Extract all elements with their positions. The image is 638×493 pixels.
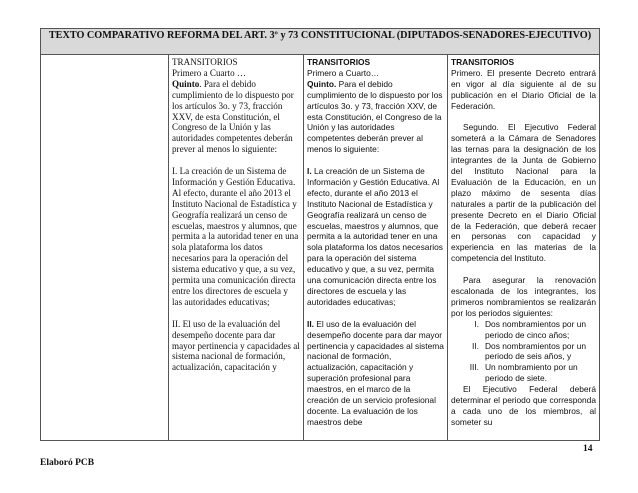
intro-text: Primero a Cuarto…: [307, 67, 380, 78]
item-ii-label: II.: [307, 318, 314, 329]
quinto-paragraph: [307, 79, 444, 155]
quinto-paragraph: [172, 79, 300, 155]
quinto-text: Para el debido cumplimiento de lo dispuesto por los artículos 3o. y 73, fracción XXV, de esta Constitución, el Congreso de la Unión y las autoridades competentes deberán prever al menos lo siguiente:: [307, 78, 443, 155]
list-item-text: Dos nombramientos por un periodo de seis años, y: [485, 340, 587, 362]
quinto-text: . Para el debido cumplimiento de lo dispuesto por los artículos 3o. y 73, fracción XXV, de esta Constitución, el Congreso de la Unión y las autoridades competentes deberán prever al menos lo siguiente:: [172, 78, 294, 155]
item-ii: II. El uso de la evaluación del desempeño docente para dar mayor pertinencia y capacidades al sistema nacional de formación, actualización, capacitación y: [172, 318, 300, 373]
renovacion-paragraph: Para asegurar la renovación escalonada de los integrantes, los primeros nombramientos se realizarán por los periodos siguientes:: [451, 275, 596, 318]
column-senadores: [303, 55, 447, 441]
list-item: [457, 319, 596, 341]
item-i: I. La creación de un Sistema de Información y Gestión Educativa. Al efecto, durante el año 2013 el Instituto Nacional de Estadística y Geografía realizará un censo de escuelas, maestros y alumnos, que permita a la autoridad tener en una sola plataforma los datos necesarios para la operación del sistema educativo y que, a su vez, permita una comunicación directa entre los directores de escuela y las autoridades educativas;: [172, 166, 299, 307]
column-ejecutivo: [447, 55, 600, 441]
column-heading: TRANSITORIOS: [172, 57, 238, 67]
list-item: [457, 341, 596, 363]
primero-paragraph: Primero. El presente Decreto entrará en vigor al día siguiente al de su publicación en el Diario Oficial de la Federación.: [451, 67, 596, 111]
list-item-number: III.: [469, 362, 479, 373]
quinto-label: Quinto.: [307, 78, 337, 89]
list-item-text: Dos nombramientos por un periodo de cinco años;: [485, 318, 587, 340]
document-title: TEXTO COMPARATIVO REFORMA DEL ART. 3º y 73 CONSTITUCIONAL (DIPUTADOS-SENADORES-EJECUTIVO): [40, 28, 600, 55]
footer-author: Elaboró PCB: [40, 458, 95, 468]
column-diputados: [168, 55, 303, 441]
final-paragraph: El Ejecutivo Federal deberá determinar el periodo que corresponda a cada uno de los miembros, al someter su: [451, 384, 596, 427]
item-ii-text: El uso de la evaluación del desempeño docente para dar mayor pertinencia y capacidades al sistema nacional de formación, actualización, capacitación y superación profesional para maestros, en el marco de la creación de un servicio profesional docente. La evaluación de los maestros debe: [307, 318, 444, 427]
quinto-label: Quinto: [172, 78, 200, 89]
list-item-number: I.: [474, 318, 479, 329]
list-item-number: II.: [472, 340, 479, 351]
item-i: [307, 166, 444, 308]
item-i-text: La creación de un Sistema de Información y Gestión Educativa. Al efecto, durante el año 2013 el Instituto Nacional de Estadística y Geografía realizará un censo de escuelas, maestros y alumnos, que permita a la autoridad tener en una sola plataforma los datos necesarios para la operación del sistema educativo y que, a su vez, permita una comunicación directa entre los directores de escuela y las autoridades educativas;: [307, 166, 443, 307]
column-heading: TRANSITORIOS: [451, 57, 515, 67]
page-number: 14: [583, 444, 593, 454]
intro-text: Primero a Cuarto …: [172, 67, 246, 78]
list-item-text: Un nombramiento por un periodo de siete.: [485, 362, 578, 384]
blank-column: [40, 55, 168, 441]
column-heading: TRANSITORIOS: [307, 57, 371, 67]
item-i-label: I.: [307, 166, 312, 177]
list-item: [457, 362, 596, 384]
segundo-paragraph: Segundo. El Ejecutivo Federal someterá a la Cámara de Senadores las ternas para la designación de los integrantes de la Junta de Gobierno del Instituto Nacional para la Evaluación de la Educación, en un plazo máximo de sesenta días naturales a partir de la publicación del presente Decreto en el Diario Oficial de la Federación, que deberá recaer en personas con capacidad y experiencia en las materias de la competencia del Instituto.: [451, 122, 596, 264]
item-ii: [307, 319, 444, 428]
